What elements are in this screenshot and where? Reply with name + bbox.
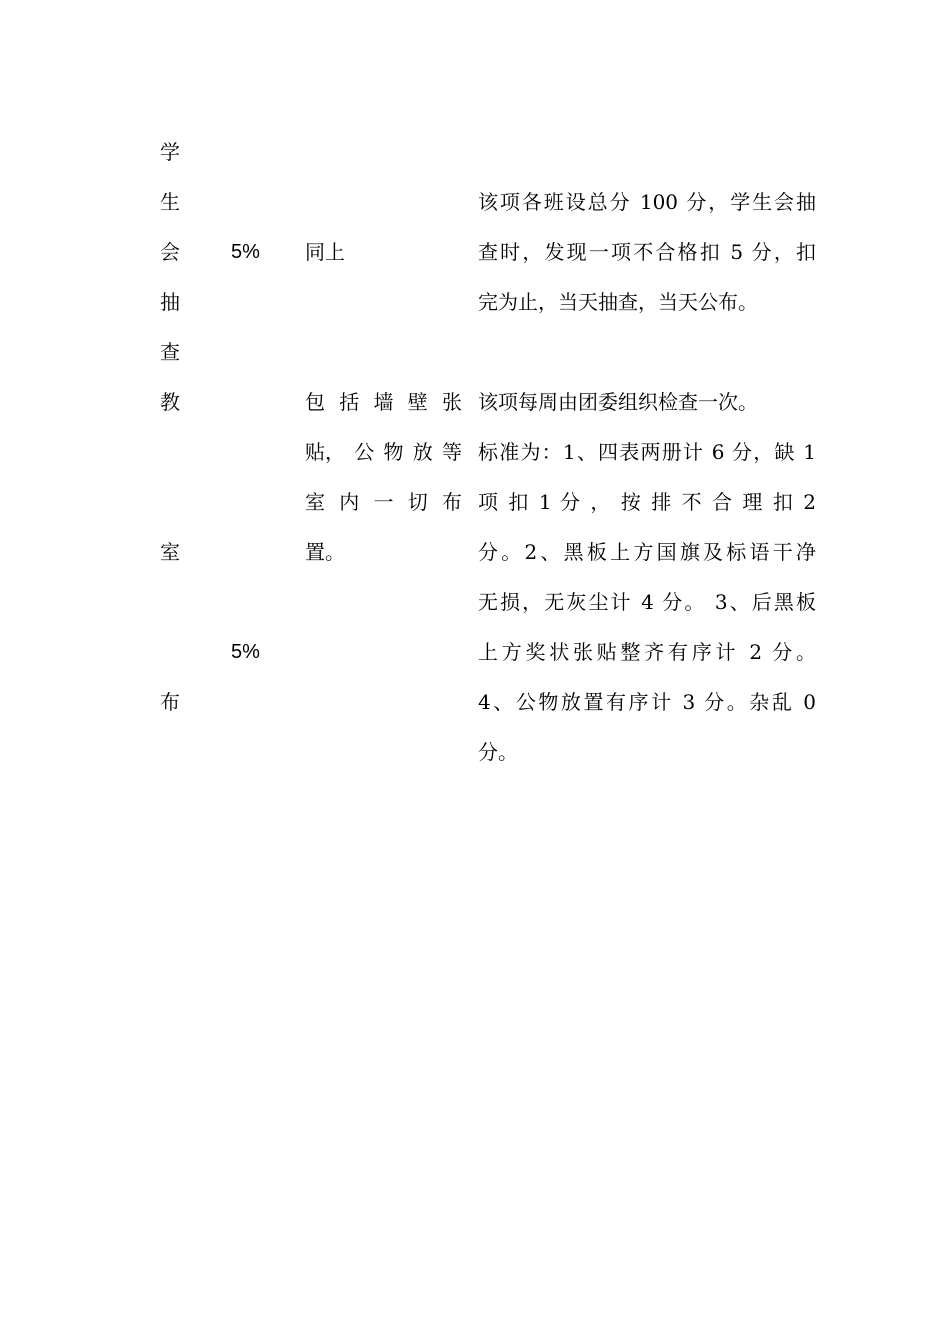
row2-scope-char: 放 — [412, 440, 433, 464]
row1-category-char: 查 — [160, 340, 180, 364]
row2-category-char: 布 — [160, 690, 180, 714]
row2-scope-char: 张 — [442, 390, 462, 414]
row2-scope-char: 墙 — [373, 390, 394, 414]
row2-scope-line — [305, 377, 462, 427]
row2-category-char: 教 — [160, 390, 180, 414]
row2-criteria-line: 标准为：1、四表两册计 6 分，缺 1 — [478, 440, 816, 464]
row2-scope-char: 括 — [339, 390, 360, 414]
row2-scope-char: 包 — [305, 390, 325, 414]
row1-category — [160, 127, 184, 377]
row2-scope-char: 置。 — [305, 540, 345, 564]
row2-criteria-line: 分。2、黑板上方国旗及标语干净 — [478, 540, 816, 564]
row2-criteria-line: 该项每周由团委组织检查一次。 — [478, 390, 758, 414]
row2-scope-line — [305, 427, 462, 477]
row1-category-char: 抽 — [160, 290, 180, 314]
row2-criteria-line: 项 扣 1 分 ， 按 排 不 合 理 扣 2 — [478, 490, 816, 514]
row2-scope-char: 室 — [305, 490, 325, 514]
row2-criteria-line: 无损，无灰尘计 4 分。 3、后黑板 — [478, 590, 816, 614]
row2-category — [160, 377, 184, 727]
row2-scope-line — [305, 527, 462, 577]
row1-weight: 5% — [231, 241, 260, 263]
row2-scope — [305, 377, 462, 577]
row2-scope-char: 内 — [339, 490, 360, 514]
row2-scope-line — [305, 477, 462, 527]
row2-scope-char: 切 — [407, 490, 428, 514]
row2-criteria-line: 上方奖状张贴整齐有序计 2 分。 — [478, 640, 816, 664]
row1-scope-text: 同上 — [305, 240, 345, 264]
row1-category-char: 会 — [160, 240, 180, 264]
row2-scope-char: 公 — [354, 440, 375, 464]
row1-category-char: 学 — [160, 140, 180, 164]
row2-category-char: 室 — [160, 540, 180, 564]
row1-criteria-line: 完为止，当天抽查，当天公布。 — [478, 290, 758, 314]
row2-weight: 5% — [231, 641, 260, 663]
row2-criteria — [478, 377, 816, 777]
row2-criteria-line: 4、公物放置有序计 3 分。杂乱 0 — [478, 690, 816, 714]
row2-scope-char: 壁 — [407, 390, 428, 414]
row2-scope-char: 布 — [442, 490, 462, 514]
row2-scope-char: 一 — [373, 490, 394, 514]
row1-scope — [305, 227, 462, 277]
row1-criteria-line: 该项各班设总分 100 分，学生会抽 — [478, 190, 816, 214]
row2-criteria-line: 分。 — [478, 740, 518, 764]
row2-scope-char: 等 — [442, 440, 462, 464]
row1-criteria-line: 查时，发现一项不合格扣 5 分，扣 — [478, 240, 816, 264]
row2-scope-char: 贴， — [305, 440, 345, 464]
row2-scope-char: 物 — [383, 440, 404, 464]
row1-category-char: 生 — [160, 190, 180, 214]
row1-criteria — [478, 177, 816, 327]
